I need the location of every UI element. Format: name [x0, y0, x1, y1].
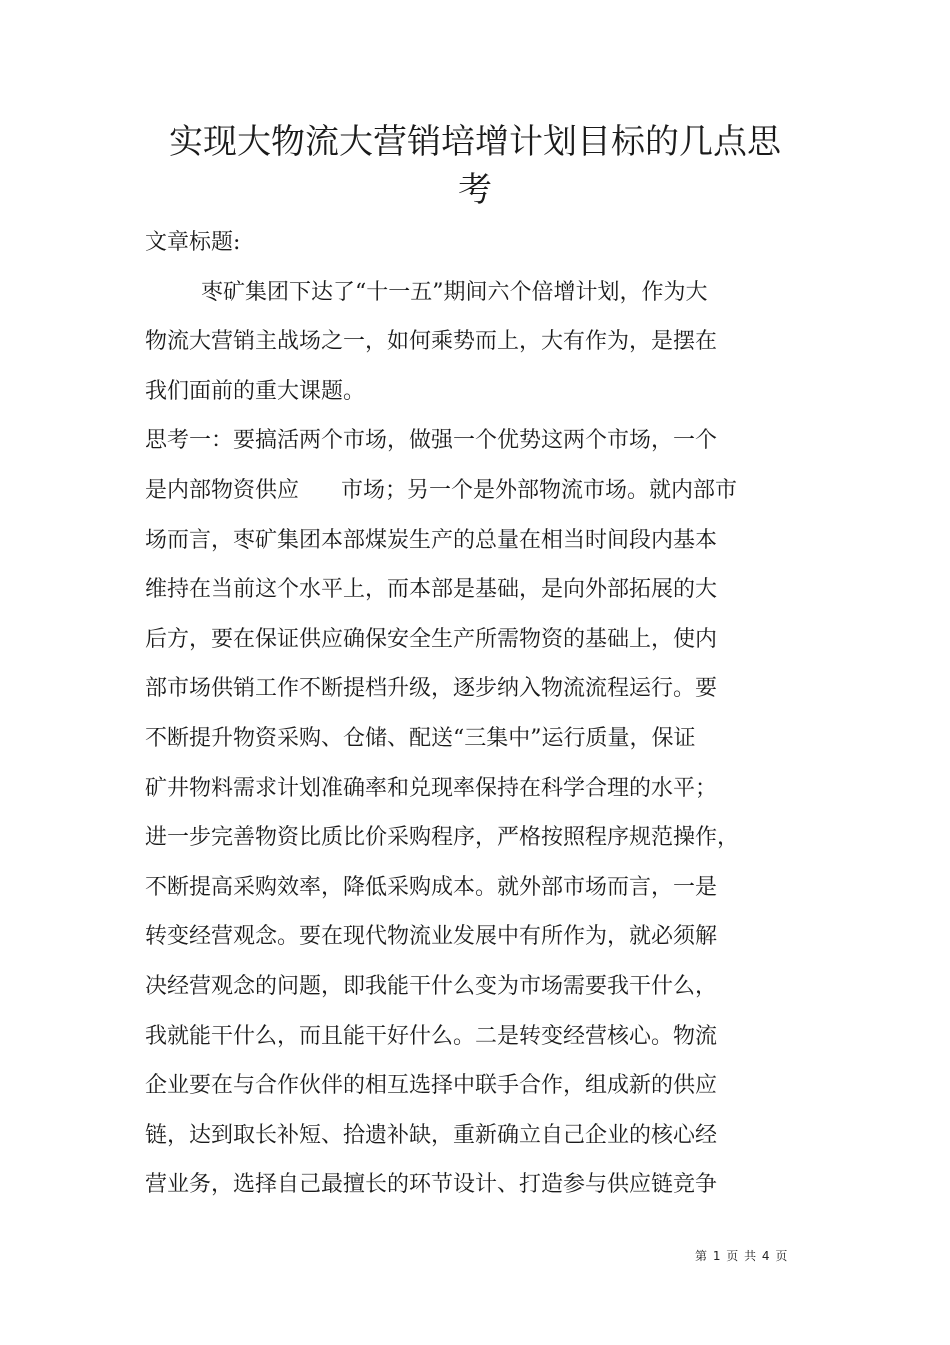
page-number-footer: 第 1 页 共 4 页: [695, 1249, 789, 1263]
body-line: 场而言，枣矿集团本部煤炭生产的总量在相当时间段内基本: [145, 527, 718, 553]
document-body: [145, 218, 765, 1210]
body-line: 枣矿集团下达了“十一五”期间六个倍增计划，作为大: [145, 279, 708, 305]
body-line: 转变经营观念。要在现代物流业发展中有所作为，就必须解: [145, 924, 718, 950]
body-line: 我就能干什么，而且能干好什么。二是转变经营核心。物流: [145, 1023, 718, 1049]
body-line: 后方，要在保证供应确保安全生产所需物资的基础上，使内: [145, 626, 718, 652]
body-line: 物流大营销主战场之一，如何乘势而上，大有作为，是摆在: [145, 329, 718, 355]
body-line: 进一步完善物资比质比价采购程序，严格按照程序规范操作，: [145, 825, 740, 851]
body-line: 文章标题:: [145, 230, 241, 255]
body-line: 维持在当前这个水平上，而本部是基础，是向外部拓展的大: [145, 577, 718, 603]
body-line: 矿井物料需求计划准确率和兑现率保持在科学合理的水平；: [145, 775, 718, 801]
body-line: 不断提高采购效率，降低采购成本。就外部市场而言，一是: [145, 874, 718, 900]
body-line: 思考一：要搞活两个市场，做强一个优势这两个市场，一个: [145, 428, 718, 454]
body-line: 不断提升物资采购、仓储、配送“三集中”运行质量，保证: [145, 725, 696, 751]
body-line: 是内部物资供应 市场；另一个是外部物流市场。就内部市: [145, 477, 737, 503]
body-line: 部市场供销工作不断提档升级，逐步纳入物流流程运行。要: [145, 676, 718, 702]
document-title-line-2: 考: [458, 170, 492, 210]
body-line: 我们面前的重大课题。: [145, 378, 366, 404]
document-title-line-1: 实现大物流大营销培增计划目标的几点思: [169, 122, 781, 162]
body-line: 企业要在与合作伙伴的相互选择中联手合作，组成新的供应: [145, 1073, 718, 1099]
body-line: 营业务，选择自己最擅长的环节设计、打造参与供应链竞争: [145, 1172, 718, 1198]
body-line: 链，达到取长补短、拾遗补缺，重新确立自己企业的核心经: [145, 1122, 718, 1148]
body-line: 决经营观念的问题，即我能干什么变为市场需要我干什么，: [145, 973, 718, 999]
